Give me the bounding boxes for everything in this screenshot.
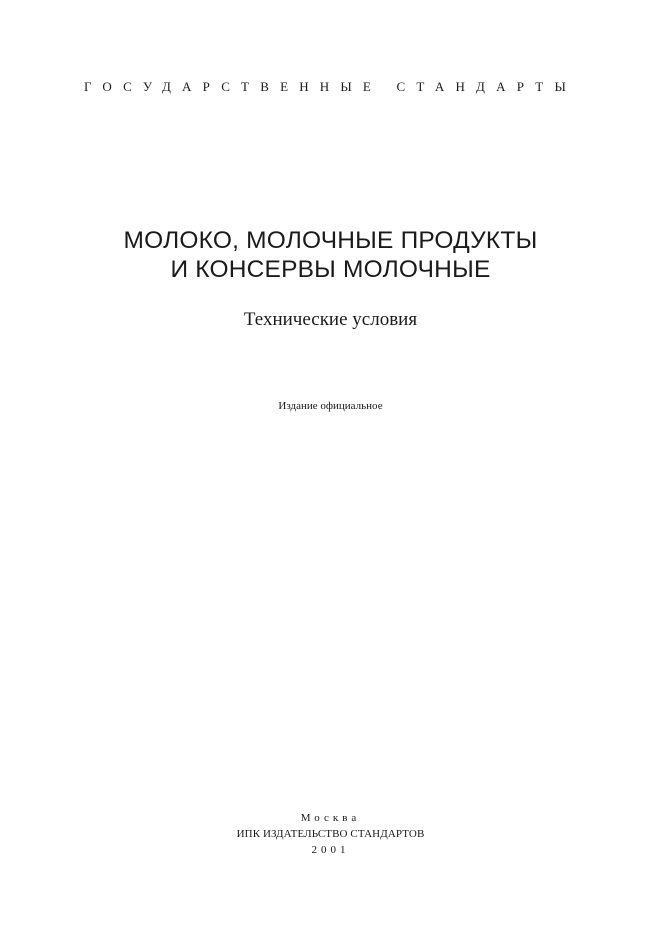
imprint-city: Москва xyxy=(300,812,361,824)
edition-note: Издание официальное xyxy=(278,400,383,412)
series-heading xyxy=(0,79,661,95)
document-title xyxy=(0,226,661,284)
imprint-publisher: ИПК ИЗДАТЕЛЬСТВО СТАНДАРТОВ xyxy=(236,828,425,840)
document-subtitle: Технические условия xyxy=(243,309,418,330)
title-line-1: МОЛОКО, МОЛОЧНЫЕ ПРОДУКТЫ xyxy=(123,227,538,254)
title-line-2: И КОНСЕРВЫ МОЛОЧНЫЕ xyxy=(170,256,491,283)
series-heading-text: ГОСУДАРСТВЕННЫЕ СТАНДАРТЫ xyxy=(84,79,577,94)
imprint-year: 2001 xyxy=(311,844,350,856)
imprint-block xyxy=(0,810,661,858)
